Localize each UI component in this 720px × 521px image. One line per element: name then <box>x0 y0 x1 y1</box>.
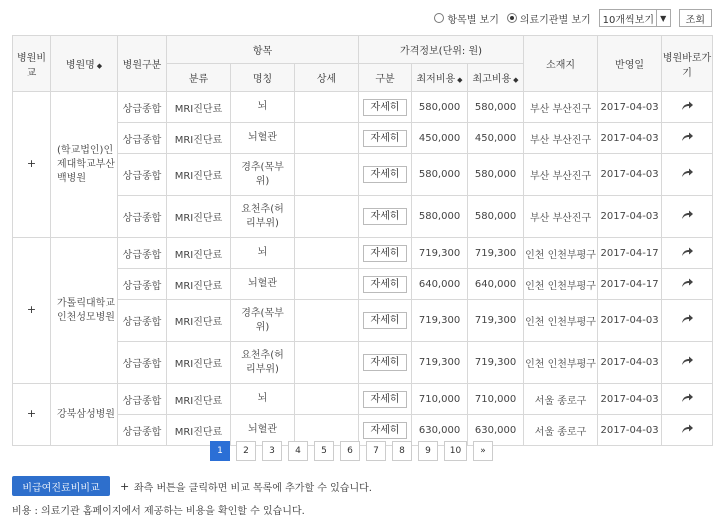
max-price: 630,000 <box>468 415 524 446</box>
radio-dot <box>434 13 444 23</box>
item-title: 경추(목부위) <box>231 300 295 342</box>
max-price: 450,000 <box>468 123 524 154</box>
item-category: MRI진단료 <box>167 196 231 238</box>
item-category: MRI진단료 <box>167 342 231 384</box>
shortcut-arrow-icon[interactable] <box>680 423 694 435</box>
item-title: 뇌 <box>231 384 295 415</box>
min-price: 710,000 <box>412 384 468 415</box>
item-category: MRI진단료 <box>167 154 231 196</box>
hospital-type: 상급종합 <box>118 415 167 446</box>
max-price: 640,000 <box>468 269 524 300</box>
shortcut-cell <box>662 384 713 415</box>
item-title: 뇌 <box>231 92 295 123</box>
col-detail: 상세 <box>295 64 359 92</box>
hospital-name: 가톨릭대학교인천성모병원 <box>51 238 118 384</box>
item-detail <box>295 123 359 154</box>
table-row <box>13 196 713 238</box>
detail-button[interactable]: 자세히 <box>363 276 407 293</box>
max-price: 580,000 <box>468 92 524 123</box>
plus-icon[interactable]: + <box>26 157 37 170</box>
updated-date: 2017-04-03 <box>598 415 662 446</box>
shortcut-arrow-icon[interactable] <box>680 246 694 258</box>
col-category: 분류 <box>167 64 231 92</box>
shortcut-cell <box>662 123 713 154</box>
page-button[interactable]: 2 <box>236 441 256 461</box>
sort-icon: ◆ <box>457 76 463 84</box>
table-row <box>13 123 713 154</box>
hospital-type: 상급종합 <box>118 92 167 123</box>
price-table <box>12 35 713 446</box>
kind-cell <box>359 300 412 342</box>
shortcut-cell <box>662 92 713 123</box>
location: 서울 종로구 <box>524 384 598 415</box>
page-button[interactable]: 7 <box>366 441 386 461</box>
radio-view-by-institution[interactable] <box>507 11 591 26</box>
page-button[interactable]: 9 <box>418 441 438 461</box>
min-price: 580,000 <box>412 154 468 196</box>
updated-date: 2017-04-03 <box>598 342 662 384</box>
item-category: MRI진단료 <box>167 92 231 123</box>
kind-cell <box>359 342 412 384</box>
radio-label: 항목별 보기 <box>447 14 499 26</box>
page-size-select[interactable] <box>599 9 671 27</box>
item-detail <box>295 269 359 300</box>
sort-icon: ◆ <box>513 76 519 84</box>
page-button[interactable]: 5 <box>314 441 334 461</box>
shortcut-arrow-icon[interactable] <box>680 355 694 367</box>
next-block-icon[interactable]: » <box>473 441 493 461</box>
cost-note: 비용 : 의료기관 홈페이지에서 제공하는 비용을 확인할 수 있습니다. <box>12 506 305 517</box>
detail-button[interactable]: 자세히 <box>363 208 407 225</box>
table-row <box>13 384 713 415</box>
hospital-name: (학교법인)인제대학교부산백병원 <box>51 92 118 238</box>
col-price: 가격정보(단위: 원) <box>359 36 524 64</box>
min-price: 580,000 <box>412 196 468 238</box>
view-controls <box>434 7 712 29</box>
location: 인천 인천부평구 <box>524 300 598 342</box>
item-detail <box>295 92 359 123</box>
item-title: 뇌혈관 <box>231 269 295 300</box>
col-title: 명칭 <box>231 64 295 92</box>
location: 부산 부산진구 <box>524 196 598 238</box>
shortcut-cell <box>662 269 713 300</box>
shortcut-arrow-icon[interactable] <box>680 131 694 143</box>
shortcut-cell <box>662 154 713 196</box>
max-price: 580,000 <box>468 154 524 196</box>
location: 서울 종로구 <box>524 415 598 446</box>
shortcut-arrow-icon[interactable] <box>680 100 694 112</box>
page-button[interactable]: 4 <box>288 441 308 461</box>
item-category: MRI진단료 <box>167 415 231 446</box>
item-detail <box>295 238 359 269</box>
item-detail <box>295 196 359 238</box>
item-title: 요천추(허리부위) <box>231 342 295 384</box>
search-button[interactable]: 조회 <box>679 9 712 27</box>
table-row <box>13 154 713 196</box>
col-kind: 구분 <box>359 64 412 92</box>
detail-button[interactable]: 자세히 <box>363 245 407 262</box>
detail-button[interactable]: 자세히 <box>363 312 407 329</box>
kind-cell <box>359 384 412 415</box>
col-min-price[interactable]: 최저비용 ◆ <box>412 64 468 92</box>
max-price: 580,000 <box>468 196 524 238</box>
shortcut-arrow-icon[interactable] <box>680 277 694 289</box>
max-price: 710,000 <box>468 384 524 415</box>
min-price: 719,300 <box>412 300 468 342</box>
item-category: MRI진단료 <box>167 300 231 342</box>
max-price: 719,300 <box>468 300 524 342</box>
radio-view-by-item[interactable] <box>434 11 498 26</box>
shortcut-arrow-icon[interactable] <box>680 313 694 325</box>
updated-date: 2017-04-03 <box>598 123 662 154</box>
hospital-type: 상급종합 <box>118 342 167 384</box>
updated-date: 2017-04-17 <box>598 269 662 300</box>
item-title: 뇌혈관 <box>231 415 295 446</box>
min-price: 719,300 <box>412 342 468 384</box>
page-button[interactable]: 8 <box>392 441 412 461</box>
hospital-type: 상급종합 <box>118 238 167 269</box>
updated-date: 2017-04-03 <box>598 300 662 342</box>
item-category: MRI진단료 <box>167 123 231 154</box>
compare-cell <box>13 92 51 238</box>
item-title: 경추(목부위) <box>231 154 295 196</box>
page-button[interactable]: 10 <box>444 441 467 461</box>
location: 부산 부산진구 <box>524 92 598 123</box>
updated-date: 2017-04-03 <box>598 154 662 196</box>
min-price: 719,300 <box>412 238 468 269</box>
updated-date: 2017-04-03 <box>598 384 662 415</box>
col-location: 소재지 <box>524 36 598 92</box>
kind-cell <box>359 196 412 238</box>
chevron-down-icon: ▼ <box>656 10 670 26</box>
radio-label: 의료기관별 보기 <box>519 14 591 26</box>
location: 인천 인천부평구 <box>524 269 598 300</box>
col-item: 항목 <box>167 36 359 64</box>
item-detail <box>295 342 359 384</box>
page-size-value: 10개씩보기 <box>602 14 655 26</box>
kind-cell <box>359 269 412 300</box>
page-button[interactable]: 3 <box>262 441 282 461</box>
kind-cell <box>359 154 412 196</box>
detail-button[interactable]: 자세히 <box>363 391 407 408</box>
kind-cell <box>359 238 412 269</box>
item-detail <box>295 154 359 196</box>
location: 인천 인천부평구 <box>524 342 598 384</box>
col-hospital-name[interactable]: 병원명 ◆ <box>51 36 118 92</box>
max-price: 719,300 <box>468 238 524 269</box>
hospital-type: 상급종합 <box>118 269 167 300</box>
kind-cell <box>359 92 412 123</box>
detail-button[interactable]: 자세히 <box>363 166 407 183</box>
hint-text: 좌측 버튼을 클릭하면 비교 목록에 추가할 수 있습니다. <box>134 483 372 494</box>
page-button[interactable]: 6 <box>340 441 360 461</box>
table-row <box>13 238 713 269</box>
col-hospital-type: 병원구분 <box>118 36 167 92</box>
updated-date: 2017-04-03 <box>598 196 662 238</box>
radio-dot-selected <box>507 13 517 23</box>
updated-date: 2017-04-03 <box>598 92 662 123</box>
item-category: MRI진단료 <box>167 384 231 415</box>
shortcut-cell <box>662 342 713 384</box>
location: 인천 인천부평구 <box>524 238 598 269</box>
hospital-type: 상급종합 <box>118 154 167 196</box>
col-max-price[interactable]: 최고비용 ◆ <box>468 64 524 92</box>
hospital-type: 상급종합 <box>118 300 167 342</box>
shortcut-cell <box>662 300 713 342</box>
min-price: 580,000 <box>412 92 468 123</box>
table-row <box>13 92 713 123</box>
shortcut-cell <box>662 196 713 238</box>
col-shortcut: 병원바로가기 <box>662 36 713 92</box>
plus-icon[interactable]: + <box>26 407 37 420</box>
detail-button[interactable]: 자세히 <box>363 422 407 439</box>
table-row <box>13 269 713 300</box>
col-compare: 병원비교 <box>13 36 51 92</box>
page-button[interactable]: 1 <box>210 441 230 461</box>
pagination <box>210 441 493 461</box>
min-price: 450,000 <box>412 123 468 154</box>
detail-button[interactable]: 자세히 <box>363 99 407 116</box>
hospital-name: 강북삼성병원 <box>51 384 118 446</box>
detail-button[interactable]: 자세히 <box>363 130 407 147</box>
sort-icon: ◆ <box>96 62 103 70</box>
hospital-type: 상급종합 <box>118 384 167 415</box>
item-category: MRI진단료 <box>167 269 231 300</box>
max-price: 719,300 <box>468 342 524 384</box>
table-row <box>13 300 713 342</box>
item-title: 뇌 <box>231 238 295 269</box>
item-detail <box>295 384 359 415</box>
item-category: MRI진단료 <box>167 238 231 269</box>
detail-button[interactable]: 자세히 <box>363 354 407 371</box>
compare-hint <box>120 479 372 494</box>
location: 부산 부산진구 <box>524 154 598 196</box>
col-date: 반영일 <box>598 36 662 92</box>
shortcut-arrow-icon[interactable] <box>680 167 694 179</box>
shortcut-cell <box>662 238 713 269</box>
compare-cell <box>13 384 51 446</box>
hospital-type: 상급종합 <box>118 196 167 238</box>
compare-costs-button[interactable]: 비급여진료비비교 <box>12 476 110 496</box>
item-title: 뇌혈관 <box>231 123 295 154</box>
item-detail <box>295 300 359 342</box>
hospital-type: 상급종합 <box>118 123 167 154</box>
min-price: 630,000 <box>412 415 468 446</box>
plus-icon[interactable]: + <box>26 303 37 316</box>
shortcut-arrow-icon[interactable] <box>680 392 694 404</box>
plus-icon: + <box>120 479 130 493</box>
compare-cell <box>13 238 51 384</box>
location: 부산 부산진구 <box>524 123 598 154</box>
table-row <box>13 342 713 384</box>
shortcut-cell <box>662 415 713 446</box>
item-title: 요천추(허리부위) <box>231 196 295 238</box>
updated-date: 2017-04-17 <box>598 238 662 269</box>
shortcut-arrow-icon[interactable] <box>680 209 694 221</box>
kind-cell <box>359 123 412 154</box>
min-price: 640,000 <box>412 269 468 300</box>
